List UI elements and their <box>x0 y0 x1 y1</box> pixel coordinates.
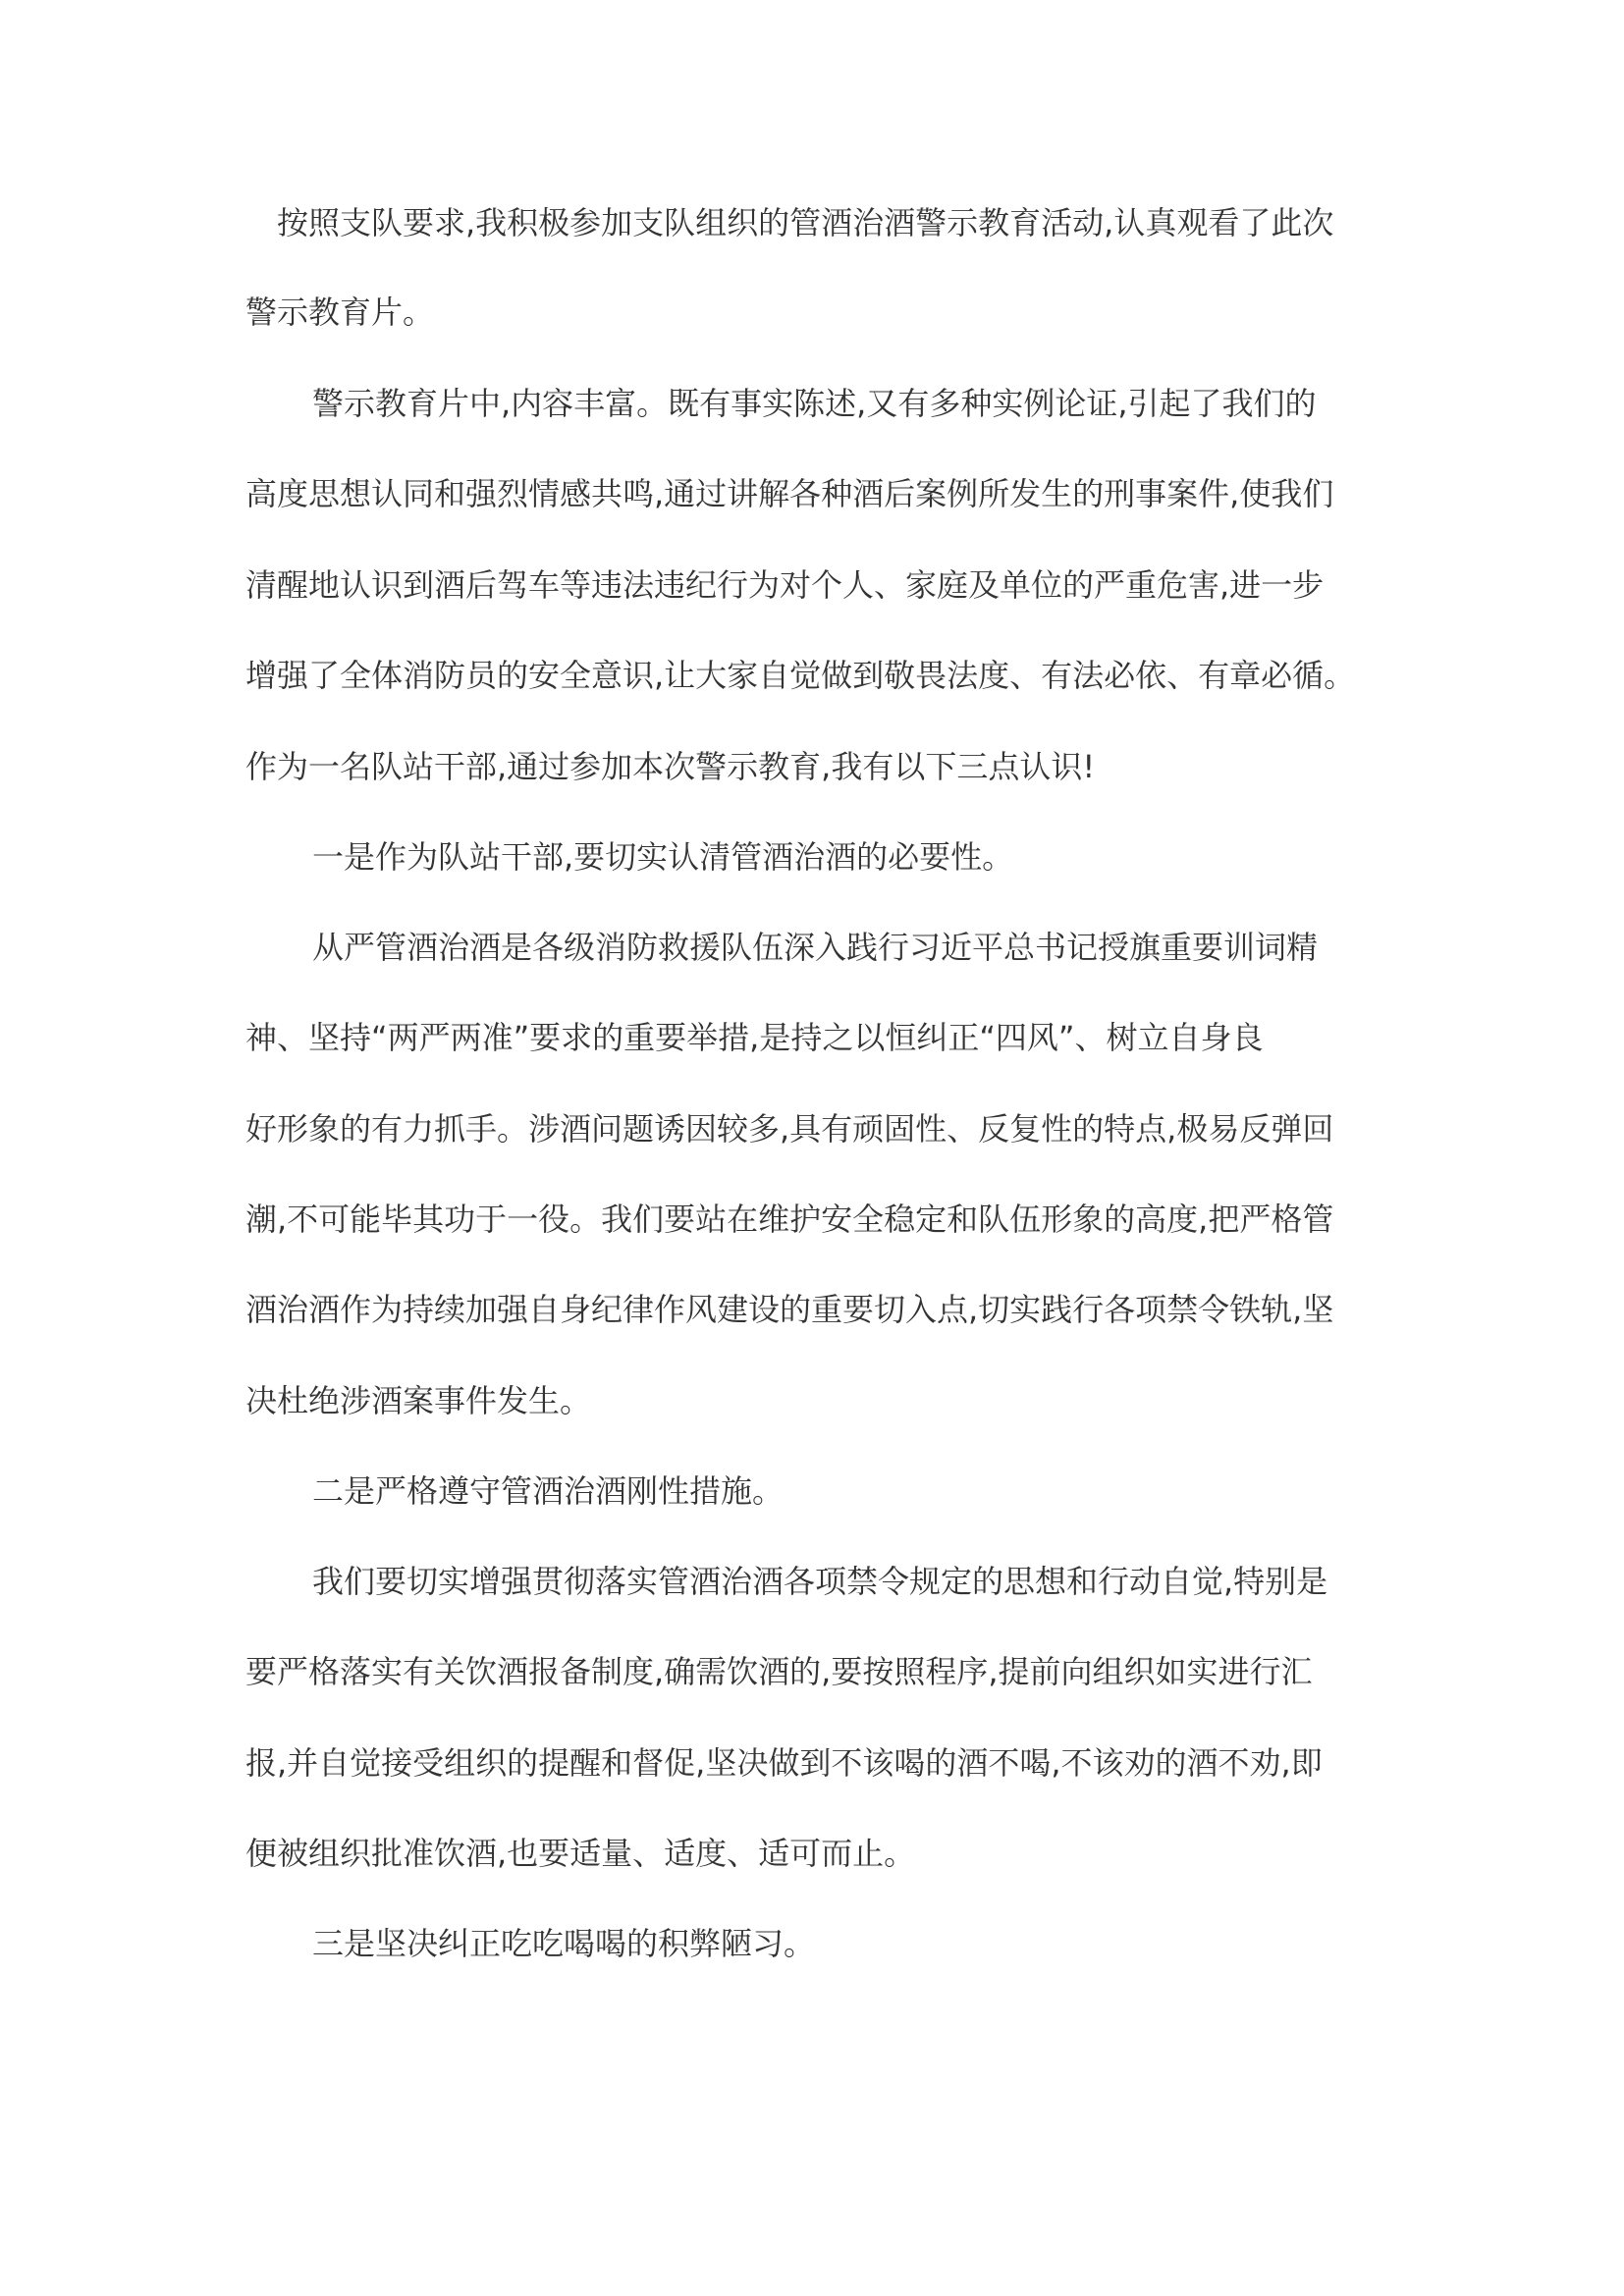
paragraph-2-line-5: 作为一名队站干部,通过参加本次警示教育,我有以下三点认识! <box>245 748 1096 785</box>
paragraph-1-line-2: 警示教育片。 <box>245 294 435 331</box>
paragraph-2-line-1: 警示教育片中,内容丰富。既有事实陈述,又有多种实例论证,引起了我们的 <box>312 385 1317 422</box>
paragraph-4-line-4: 便被组织批准饮酒,也要适量、适度、适可而止。 <box>245 1835 916 1872</box>
paragraph-4-line-3: 报,并自觉接受组织的提醒和督促,坚决做到不该喝的酒不喝,不该劝的酒不劝,即 <box>245 1744 1323 1782</box>
paragraph-4-line-2: 要严格落实有关饮酒报备制度,确需饮酒的,要按照程序,提前向组织如实进行汇 <box>245 1653 1313 1690</box>
paragraph-2-line-3: 清醒地认识到酒后驾车等违法违纪行为对个人、家庭及单位的严重危害,进一步 <box>245 566 1325 604</box>
section-heading-3: 三是坚决纠正吃吃喝喝的积弊陋习。 <box>312 1925 816 1962</box>
paragraph-3-line-1: 从严管酒治酒是各级消防救援队伍深入践行习近平总书记授旗重要训词精 <box>312 929 1319 966</box>
paragraph-1-line-1: 按照支队要求,我积极参加支队组织的管酒治酒警示教育活动,认真观看了此次 <box>277 204 1334 241</box>
paragraph-3-line-3: 好形象的有力抓手。涉酒问题诱因较多,具有顽固性、反复性的特点,极易反弹回 <box>245 1110 1334 1148</box>
paragraph-2-line-4: 增强了全体消防员的安全意识,让大家自觉做到敬畏法度、有法必依、有章必循。 <box>245 657 1356 694</box>
paragraph-3-line-4: 潮,不可能毕其功于一役。我们要站在维护安全稳定和队伍形象的高度,把严格管 <box>245 1201 1334 1238</box>
section-heading-1: 一是作为队站干部,要切实认清管酒治酒的必要性。 <box>312 838 1014 876</box>
paragraph-4-line-1: 我们要切实增强贯彻落实管酒治酒各项禁令规定的思想和行动自觉,特别是 <box>312 1563 1328 1600</box>
paragraph-2-line-2: 高度思想认同和强烈情感共鸣,通过讲解各种酒后案例所发生的刑事案件,使我们 <box>245 475 1334 512</box>
section-heading-2: 二是严格遵守管酒治酒刚性措施。 <box>312 1472 785 1510</box>
paragraph-3-line-6: 决杜绝涉酒案事件发生。 <box>245 1382 592 1419</box>
paragraph-3-line-2: 神、坚持“两严两准”要求的重要举措,是持之以恒纠正“四风”、树立自身良 <box>245 1019 1264 1056</box>
paragraph-3-line-5: 酒治酒作为持续加强自身纪律作风建设的重要切入点,切实践行各项禁令铁轨,坚 <box>245 1291 1334 1328</box>
